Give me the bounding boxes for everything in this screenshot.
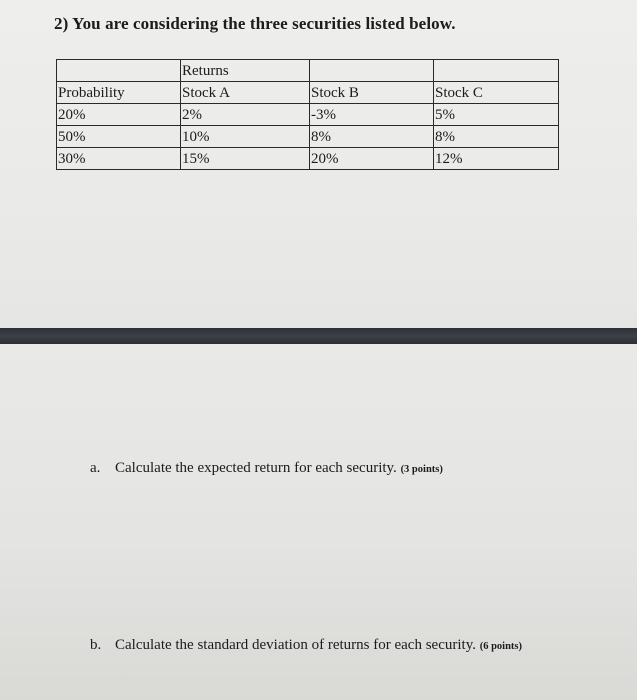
question-part-b [90,637,522,654]
question-heading: 2) You are considering the three securities listed below. [54,14,456,33]
points-label: (6 points) [479,641,523,652]
table-cell: 20% [310,148,434,170]
table-cell: 12% [434,148,559,170]
column-header-probability: Probability [57,82,181,104]
table-cell: 30% [57,148,181,170]
returns-table [56,59,559,170]
table-cell-empty [434,60,559,82]
part-text: Calculate the expected return for each security. [115,460,397,476]
table-cell: 50% [57,126,181,148]
table-cell: 10% [181,126,310,148]
table-cell: 8% [310,126,434,148]
table-header-row-group [57,60,559,82]
table-cell-empty [310,60,434,82]
points-label: (3 points) [400,464,443,475]
returns-group-header: Returns [181,60,310,82]
table-cell: 8% [434,126,559,148]
table-cell: 2% [181,104,310,126]
column-header-stock-b: Stock B [310,82,434,104]
table-row [57,148,559,170]
part-text: Calculate the standard deviation of returns for each security. [115,637,476,653]
part-letter: a. [90,460,101,476]
table-cell: 5% [434,104,559,126]
table-row [57,126,559,148]
page-divider [0,328,637,344]
question-part-a [90,460,443,477]
table-row [57,104,559,126]
table-cell: 20% [57,104,181,126]
table-cell: 15% [181,148,310,170]
table-header-row [57,82,559,104]
column-header-stock-a: Stock A [181,82,310,104]
part-letter: b. [90,637,102,653]
table-cell-empty [57,60,181,82]
column-header-stock-c: Stock C [434,82,559,104]
table-cell: -3% [310,104,434,126]
